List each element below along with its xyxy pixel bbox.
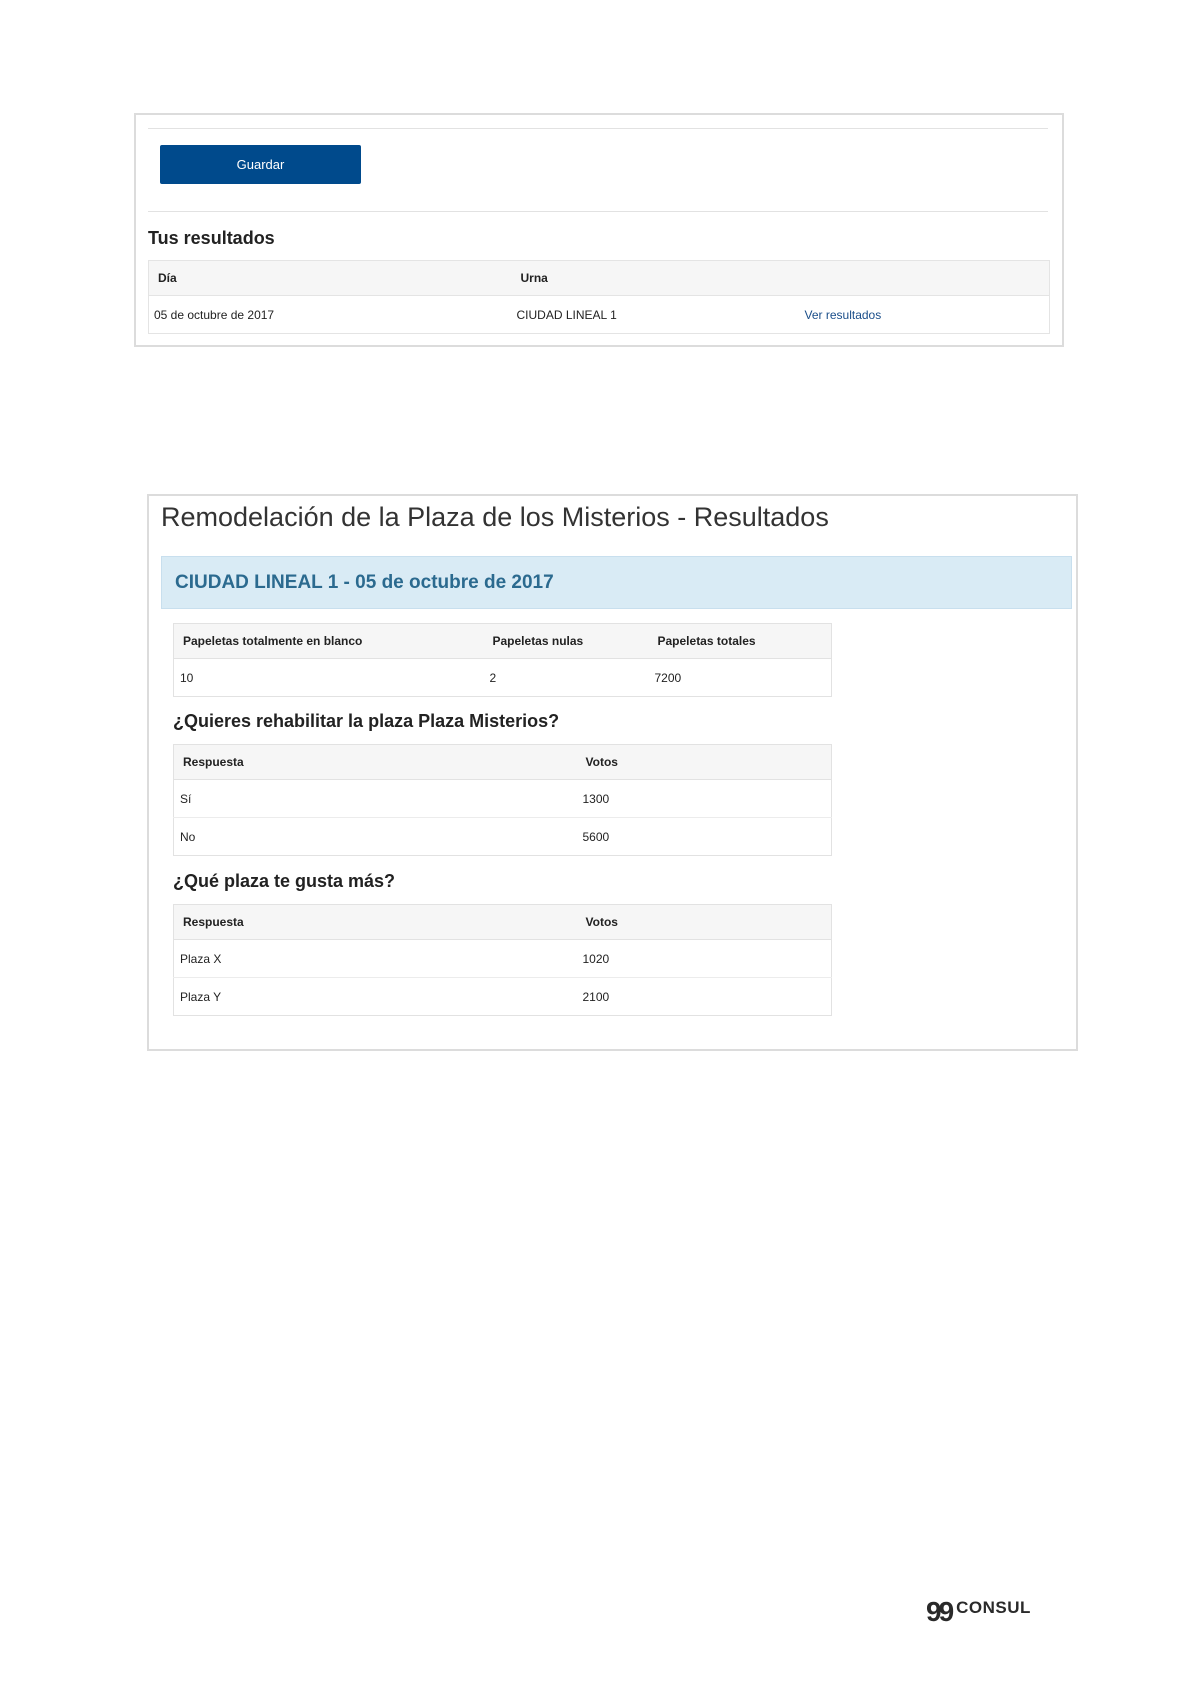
cell-null: 2 <box>489 670 497 685</box>
question-results-table <box>173 904 832 1016</box>
cell-action <box>800 296 1050 334</box>
table-row <box>149 296 1050 334</box>
poll-results-panel <box>147 494 1078 1051</box>
view-results-link[interactable]: Ver resultados <box>804 307 882 322</box>
table-row <box>174 978 832 1016</box>
column-header-answer: Respuesta <box>174 745 577 780</box>
cell-answer: Sí <box>174 780 577 818</box>
cell-answer: Plaza Y <box>180 989 222 1004</box>
cell-answer: Plaza X <box>174 940 577 978</box>
cell-votes: 1020 <box>577 940 832 978</box>
ballot-box-callout <box>161 556 1072 609</box>
column-header-total: Papeletas totales <box>649 624 832 659</box>
cell-votes: 5600 <box>582 829 610 844</box>
divider <box>148 211 1048 212</box>
cell-votes: 1300 <box>577 780 832 818</box>
cell-ballot-box: CIUDAD LINEAL 1 <box>516 307 617 322</box>
table-header-row <box>174 745 832 780</box>
table-header-row <box>149 261 1050 296</box>
table-row <box>174 659 832 697</box>
column-header-votes: Votos <box>577 905 832 940</box>
ballot-totals-table <box>173 623 832 697</box>
column-header-action <box>800 261 1050 296</box>
question-title: ¿Qué plaza te gusta más? <box>173 871 396 891</box>
column-header-votes: Votos <box>577 745 832 780</box>
cell-answer: No <box>180 829 196 844</box>
cell-votes: 2100 <box>582 989 610 1004</box>
divider <box>148 128 1048 129</box>
table-row <box>174 780 832 818</box>
question-results-table <box>173 744 832 856</box>
column-header-answer: Respuesta <box>174 905 577 940</box>
section-title: Tus resultados <box>148 228 275 248</box>
column-header-blank: Papeletas totalmente en blanco <box>174 624 484 659</box>
column-header-ballot-box: Urna <box>512 261 800 296</box>
table-header-row <box>174 624 832 659</box>
cell-day: 05 de octubre de 2017 <box>154 307 275 322</box>
column-header-day: Día <box>149 261 512 296</box>
consul-logo <box>926 1590 1031 1626</box>
logo-text: CONSUL <box>956 1598 1031 1617</box>
table-row <box>174 818 832 856</box>
cell-total: 7200 <box>654 670 682 685</box>
callout-text: CIUDAD LINEAL 1 - 05 de octubre de 2017 <box>175 571 554 593</box>
question-title: ¿Quieres rehabilitar la plaza Plaza Misterios? <box>173 711 560 731</box>
save-button[interactable]: Guardar <box>160 145 361 184</box>
quote-mark-icon: 99 <box>926 1596 952 1627</box>
page-title: Remodelación de la Plaza de los Misterios - Resultados <box>161 502 829 532</box>
cell-blank: 10 <box>180 670 194 685</box>
table-header-row <box>174 905 832 940</box>
column-header-null: Papeletas nulas <box>484 624 649 659</box>
my-results-table <box>148 260 1050 334</box>
table-row <box>174 940 832 978</box>
my-results-panel <box>134 113 1064 347</box>
